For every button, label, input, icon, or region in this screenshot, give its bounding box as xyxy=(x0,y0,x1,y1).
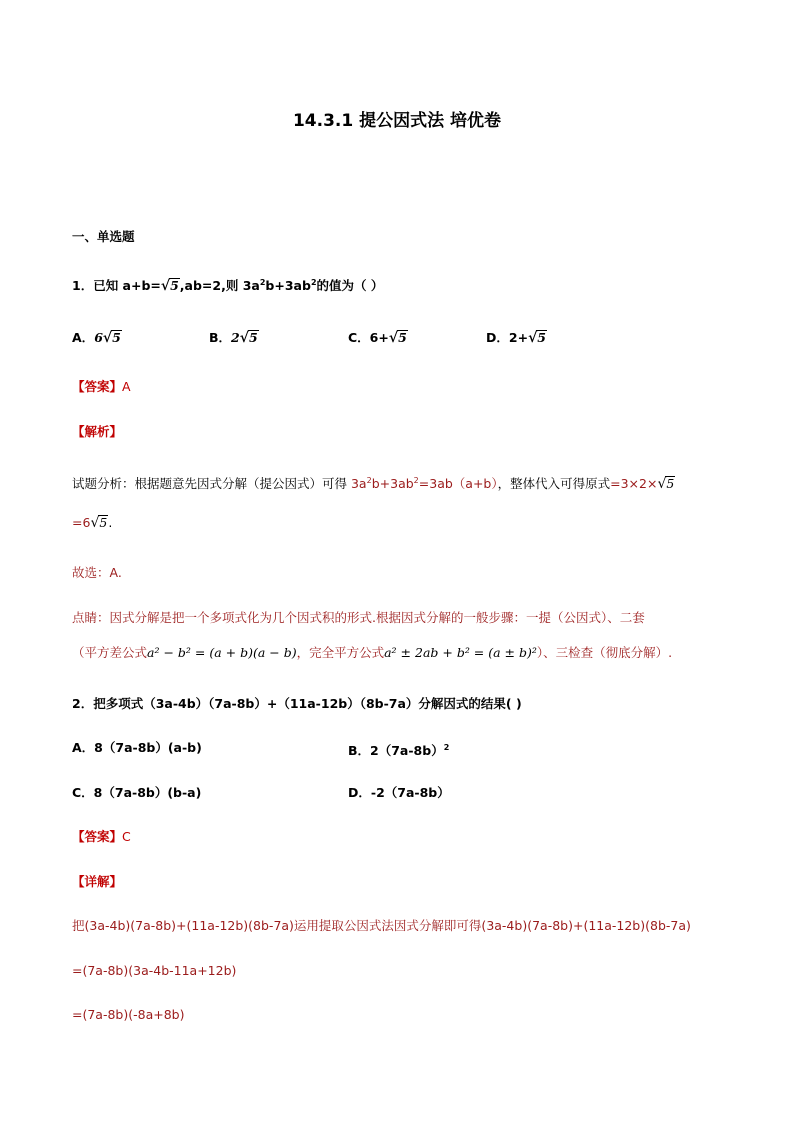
option-value: 6 xyxy=(94,330,103,345)
sqrt-symbol: √5 xyxy=(388,330,407,346)
q1-analysis-line-2 xyxy=(72,514,112,532)
answer-label: 【答案】 xyxy=(72,829,123,844)
sqrt-symbol: √5 xyxy=(657,476,675,492)
choose-label: 故选： xyxy=(72,565,110,580)
sqrt-symbol: √5 xyxy=(90,515,108,531)
q2-detail-line-3: =(7a-8b)(-8a+8b) xyxy=(72,1007,185,1022)
note-text: ，完全平方公式 xyxy=(296,645,385,660)
page-title: 14.3.1 提公因式法 培优卷 xyxy=(292,111,502,131)
analysis-formula: =6 xyxy=(72,515,91,530)
q1-option-c xyxy=(348,329,408,347)
analysis-text: . xyxy=(108,515,113,530)
sqrt-symbol: √5 xyxy=(239,330,258,346)
analysis-text: ，整体代入可得原式 xyxy=(497,476,611,491)
q1-stem-part-b: ,ab=2,则 3a xyxy=(179,278,260,293)
q2-option-b xyxy=(348,739,449,760)
option-text: B．2（7a-8b） xyxy=(348,743,444,758)
question-1-stem xyxy=(72,274,383,295)
analysis-formula: =3×2× xyxy=(610,476,658,491)
q1-stem-part-a: 1．已知 a+b= xyxy=(72,278,161,293)
superscript: 2 xyxy=(443,743,450,752)
sqrt-symbol: √5 xyxy=(160,278,179,294)
q1-answer xyxy=(72,378,131,396)
option-label: D．2+ xyxy=(486,330,529,345)
q2-detail-line-1: 把(3a-4b)(7a-8b)+(11a-12b)(8b-7a)运用提取公因式法因式分解即可得(3a-4b)(7a-8b)+(11a-12b)(8b-7a) xyxy=(72,918,691,933)
note-text: （平方差公式 xyxy=(72,645,148,660)
q1-superscript: 2 xyxy=(259,278,266,287)
q2-detail-line-2: =(7a-8b)(3a-4b-11a+12b) xyxy=(72,963,237,978)
q1-analysis-line-1 xyxy=(72,472,675,493)
q1-superscript: 2 xyxy=(310,278,317,287)
q2-answer xyxy=(72,828,131,846)
q1-option-a xyxy=(72,329,122,347)
q1-note-line-2 xyxy=(72,644,672,662)
sqrt-symbol: √5 xyxy=(102,330,121,346)
q2-option-d: D．-2（7a-8b） xyxy=(348,785,450,800)
superscript: 2 xyxy=(366,476,372,485)
question-2-stem: 2．把多项式（3a-4b）（7a-8b）+（11a-12b）（8b-7a）分解因式的结果( ) xyxy=(72,696,522,711)
analysis-formula: 3a xyxy=(350,476,367,491)
q1-stem-part-d: 的值为（ ） xyxy=(316,278,384,293)
answer-label: 【答案】 xyxy=(72,379,123,394)
option-label: B． xyxy=(209,330,232,345)
q1-note-line-1: 点睛：因式分解是把一个多项式化为几个因式积的形式.根据因式分解的一般步骤：一提（公因式）、二套 xyxy=(72,610,645,625)
q2-option-a: A．8（7a-8b）(a-b) xyxy=(72,740,202,755)
q1-analysis-label: 【解析】 xyxy=(72,424,123,439)
sqrt-symbol: √5 xyxy=(528,330,546,346)
analysis-formula: =3ab（a+b） xyxy=(418,476,498,491)
analysis-text: 试题分析：根据题意先因式分解（提公因式）可得 xyxy=(72,476,351,491)
q2-option-c: C．8（7a-8b）(b-a) xyxy=(72,785,202,800)
choose-value: A. xyxy=(109,565,122,580)
analysis-formula: b+3ab xyxy=(371,476,414,491)
q1-option-b xyxy=(209,329,259,347)
note-formula: a² ± 2ab + b² = (a ± b)² xyxy=(384,645,537,660)
q2-detail-label: 【详解】 xyxy=(72,874,123,889)
option-label: C．6+ xyxy=(348,330,389,345)
superscript: 2 xyxy=(413,476,419,485)
answer-value: C xyxy=(122,829,131,844)
note-text: ）、三检查（彻底分解）. xyxy=(536,645,673,660)
q1-choose xyxy=(72,564,122,582)
q1-stem-part-c: b+3ab xyxy=(265,278,311,293)
section-heading: 一、单选题 xyxy=(72,229,135,244)
answer-value: A xyxy=(122,379,131,394)
note-formula: a² − b² = (a + b)(a − b) xyxy=(147,645,297,660)
option-value: 2 xyxy=(231,330,240,345)
option-label: A． xyxy=(72,330,95,345)
q1-option-d xyxy=(486,329,547,347)
